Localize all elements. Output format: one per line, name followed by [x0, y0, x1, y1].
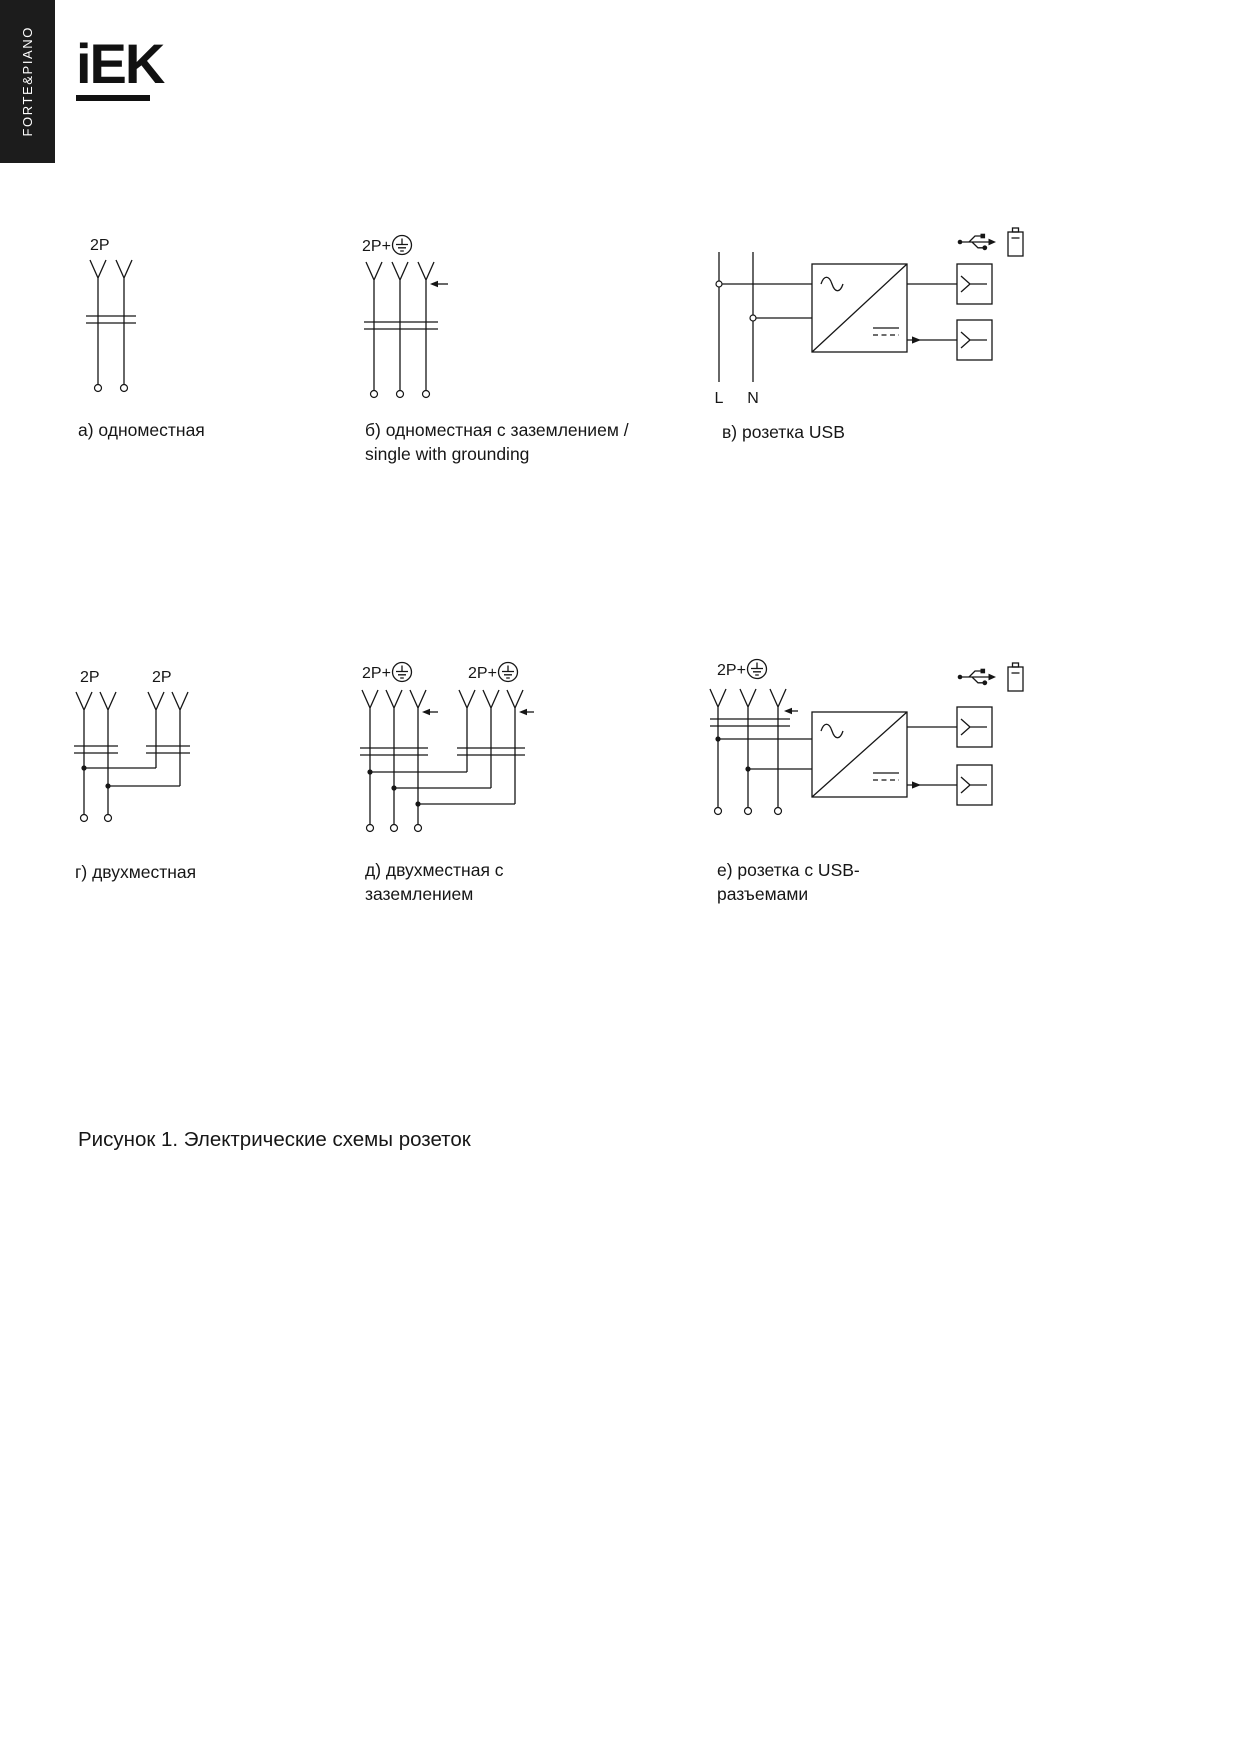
caption-a [78, 418, 205, 442]
acdc-converter-block [812, 712, 907, 797]
socket-body-lines [364, 322, 438, 329]
pole-count-label: 2P+ [362, 238, 391, 255]
usb-port-1 [957, 264, 992, 304]
figure-caption: Рисунок 1. Электрические схемы розеток [78, 1128, 471, 1151]
socket-contacts [366, 262, 434, 390]
caption-b-line1: б) одноместная с заземлением / [365, 420, 629, 440]
junction-dot [81, 765, 86, 770]
junction-dot [105, 783, 110, 788]
ground-contact-arrow-1 [422, 709, 438, 715]
diagram-single-socket [80, 232, 150, 412]
tap-terminal [750, 315, 756, 321]
supply-lines [719, 252, 812, 382]
acdc-converter-block [812, 264, 907, 352]
caption-e [717, 858, 860, 906]
terminal [367, 825, 374, 832]
terminal [121, 385, 128, 392]
diagram-socket-with-usb [705, 655, 1040, 850]
caption-g-text: г) двухместная [75, 862, 197, 882]
tap-terminal [716, 281, 722, 287]
terminal [715, 808, 722, 815]
grounding-icon [393, 663, 412, 682]
iek-logo [76, 32, 164, 101]
junction-dot [415, 801, 420, 806]
terminal [105, 815, 112, 822]
terminal-l-label: L [714, 390, 724, 407]
ac-sine-icon [821, 724, 843, 738]
caption-e-line1: е) розетка с USB- [717, 860, 860, 880]
diagram-double-socket-grounded [356, 660, 536, 845]
socket-contact-left [90, 260, 106, 384]
caption-d-line1: д) двухместная с [365, 860, 504, 880]
usb-icon [958, 234, 996, 251]
iek-logo-underline [76, 95, 150, 101]
terminal [775, 808, 782, 815]
terminal [423, 391, 430, 398]
caption-g [75, 860, 196, 884]
terminal [391, 825, 398, 832]
socket-contacts [710, 689, 790, 807]
usb-port-2 [957, 765, 992, 805]
caption-a-text: а) одноместная [78, 420, 205, 440]
terminal [371, 391, 378, 398]
socket-unit-1 [74, 692, 118, 814]
caption-e-line2: разъемами [717, 884, 809, 904]
caption-v [722, 420, 845, 444]
battery-icon [1008, 663, 1023, 691]
iek-logo-text: iEK [76, 32, 164, 95]
terminal [81, 815, 88, 822]
diagram-double-socket [66, 664, 201, 844]
diagram-usb-socket [705, 222, 1040, 417]
pole-count-label: 2P+ [717, 662, 746, 679]
caption-d [365, 858, 504, 906]
caption-d-line2: заземлением [365, 884, 474, 904]
brand-vertical-label: FORTE&PIANO [20, 26, 35, 137]
terminal [397, 391, 404, 398]
terminal-n-label: N [747, 390, 759, 407]
junction-dot [391, 785, 396, 790]
socket-body-lines [86, 316, 136, 323]
pole-count-label-right: 2P [152, 669, 172, 686]
terminal [415, 825, 422, 832]
grounding-icon [748, 660, 767, 679]
terminal [95, 385, 102, 392]
output-arrow [912, 336, 921, 343]
usb-icon [958, 669, 996, 686]
pole-count-label-left: 2P [80, 669, 100, 686]
ground-contact-arrow [430, 281, 448, 287]
ground-contact-arrow-2 [519, 709, 534, 715]
pole-count-label-right: 2P+ [468, 665, 497, 682]
terminal [745, 808, 752, 815]
junction-dot [367, 769, 372, 774]
grounding-icon [393, 236, 412, 255]
usb-port-2 [957, 320, 992, 360]
caption-v-text: в) розетка USB [722, 422, 845, 442]
output-arrow [912, 781, 921, 788]
caption-b-line2: single with grounding [365, 444, 530, 464]
usb-port-1 [957, 707, 992, 747]
diagram-single-socket-grounded [360, 232, 475, 417]
ac-sine-icon [821, 277, 843, 291]
grounding-icon [499, 663, 518, 682]
pole-count-label-left: 2P+ [362, 665, 391, 682]
socket-unit-2 [84, 692, 190, 786]
caption-b [365, 418, 629, 466]
ground-contact-arrow [784, 708, 798, 714]
socket-contact-right [116, 260, 132, 384]
brand-sidebar [0, 0, 55, 163]
pole-count-label: 2P [90, 237, 110, 254]
battery-icon [1008, 228, 1023, 256]
